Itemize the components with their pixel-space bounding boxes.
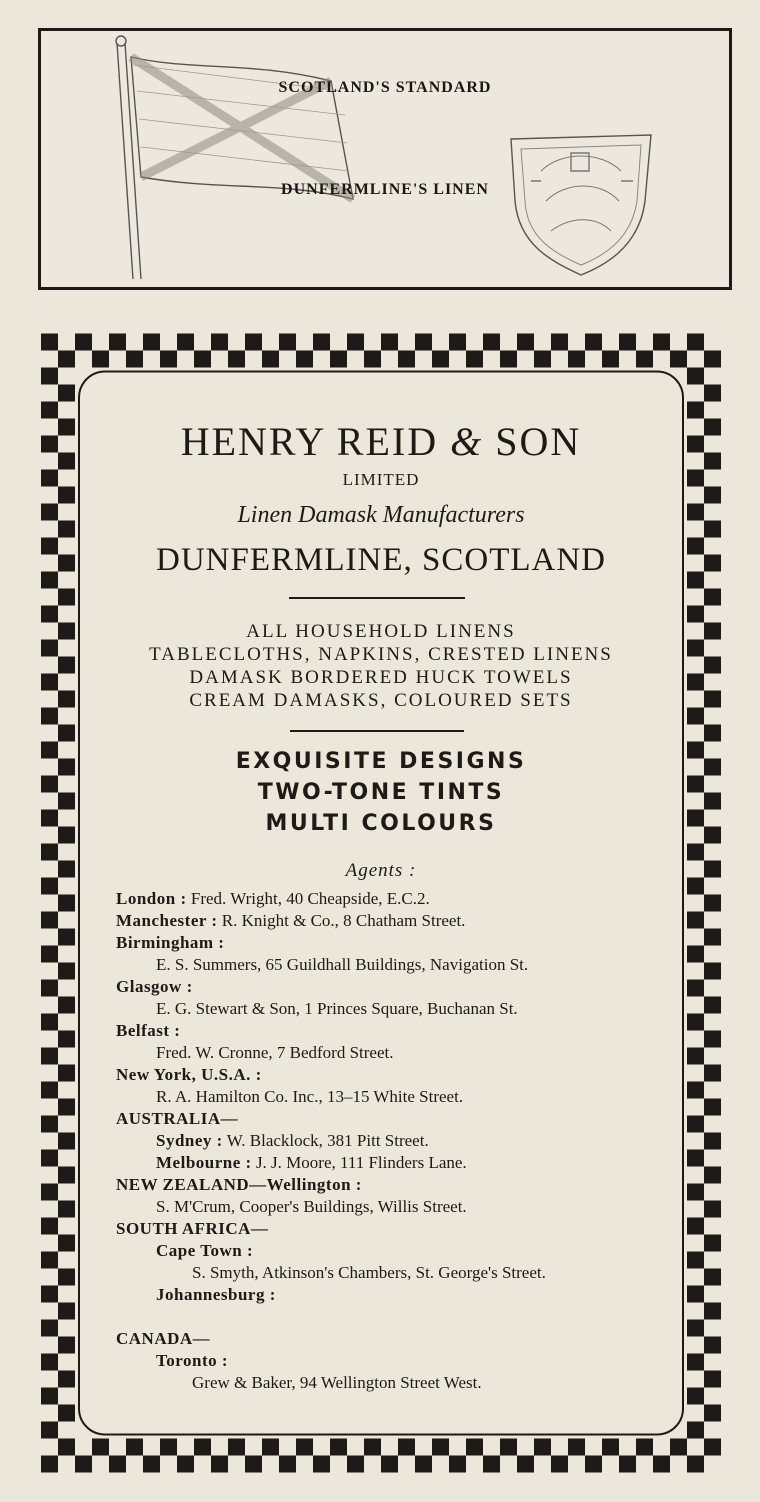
agent-sydney: [116, 1130, 676, 1152]
agent-address: J. J. Moore, 111 Flinders Lane.: [251, 1153, 467, 1172]
headline-line-1: SCOTLAND'S STANDARD: [278, 79, 492, 96]
agent-newyork-label: [116, 1064, 676, 1086]
title-banner: [38, 28, 732, 290]
highlight-line: MULTI COLOURS: [265, 811, 497, 836]
agent-toronto-address: Grew & Baker, 94 Wellington Street West.: [192, 1373, 482, 1392]
product-line: ALL HOUSEHOLD LINENS: [246, 621, 516, 642]
agent-location: Sydney :: [156, 1131, 223, 1150]
saltire-flag-icon: [116, 36, 353, 279]
trade-description: Linen Damask Manufacturers: [237, 502, 525, 528]
agent-region: CANADA—: [116, 1329, 211, 1348]
agent-location: Cape Town :: [156, 1241, 254, 1260]
product-line: DAMASK BORDERED HUCK TOWELS: [189, 667, 573, 688]
product-line: CREAM DAMASKS, COLOURED SETS: [189, 690, 573, 711]
banner-emblems: [41, 31, 729, 287]
agent-canada-label: [116, 1328, 676, 1350]
agent-newyork-address: R. A. Hamilton Co. Inc., 13–15 White Street.: [156, 1087, 464, 1106]
agent-sa-label: [116, 1218, 676, 1240]
highlight-line: TWO-TONE TINTS: [257, 780, 505, 805]
firm-ampersand: &: [450, 419, 484, 464]
product-line: TABLECLOTHS, NAPKINS, CRESTED LINENS: [149, 644, 613, 665]
highlight-list: [36, 746, 726, 839]
agent-glasgow-label: [116, 976, 676, 998]
agent-capetown-label: [116, 1240, 676, 1262]
agent-address: W. Blacklock, 381 Pitt Street.: [222, 1131, 429, 1150]
firm-name: [36, 418, 726, 465]
divider-rule: [289, 597, 465, 599]
agent-location: Melbourne :: [156, 1153, 252, 1172]
firm-name-suffix: SON: [495, 419, 582, 464]
agent-location: Johannesburg :: [156, 1285, 276, 1304]
spacer: [116, 1306, 676, 1328]
agent-johannesburg-label: [116, 1284, 676, 1306]
royal-shield-icon: [511, 135, 651, 275]
agent-location: New York, U.S.A. :: [116, 1065, 262, 1084]
agent-glasgow-address: E. G. Stewart & Son, 1 Princes Square, Buchanan St.: [156, 999, 518, 1018]
firm-name-main: HENRY REID: [180, 419, 439, 464]
agent-nz-label: [116, 1174, 676, 1196]
town-heading: DUNFERMLINE, SCOTLAND: [156, 542, 606, 578]
agent-address: Fred. Wright, 40 Cheapside, E.C.2.: [186, 889, 430, 908]
agent-location: Birmingham :: [116, 933, 225, 952]
agent-capetown-address: S. Smyth, Atkinson's Chambers, St. George's Street.: [192, 1263, 546, 1282]
headline-line-2: DUNFERMLINE'S LINEN: [281, 181, 489, 198]
agents-heading: Agents :: [345, 860, 417, 881]
agent-region: SOUTH AFRICA—: [116, 1219, 269, 1238]
agent-australia-label: [116, 1108, 676, 1130]
advert-panel: [36, 330, 726, 1476]
divider-rule: [290, 730, 464, 732]
agent-belfast-address: Fred. W. Cronne, 7 Bedford Street.: [156, 1043, 394, 1062]
agent-region: AUSTRALIA—: [116, 1109, 239, 1128]
agent-london: [116, 888, 676, 910]
agent-location: Belfast :: [116, 1021, 181, 1040]
agent-location: Manchester :: [116, 911, 218, 930]
agent-nz-address: S. M'Crum, Cooper's Buildings, Willis Street.: [156, 1197, 467, 1216]
agent-birmingham-label: [116, 932, 676, 954]
advert-content: [36, 330, 726, 1476]
agent-toronto-label: [116, 1350, 676, 1372]
agent-location: Glasgow :: [116, 977, 193, 996]
agents-list: [116, 888, 676, 1394]
agent-region: NEW ZEALAND—Wellington :: [116, 1175, 362, 1194]
highlight-line: EXQUISITE DESIGNS: [235, 749, 527, 774]
agent-location: London :: [116, 889, 187, 908]
agent-birmingham-address: E. S. Summers, 65 Guildhall Buildings, Navigation St.: [156, 955, 529, 974]
limited-label: LIMITED: [342, 470, 420, 489]
agent-manchester: [116, 910, 676, 932]
agent-address: R. Knight & Co., 8 Chatham Street.: [217, 911, 466, 930]
product-list: [36, 620, 726, 712]
agent-location: Toronto :: [156, 1351, 229, 1370]
agent-belfast-label: [116, 1020, 676, 1042]
agent-melbourne: [116, 1152, 676, 1174]
